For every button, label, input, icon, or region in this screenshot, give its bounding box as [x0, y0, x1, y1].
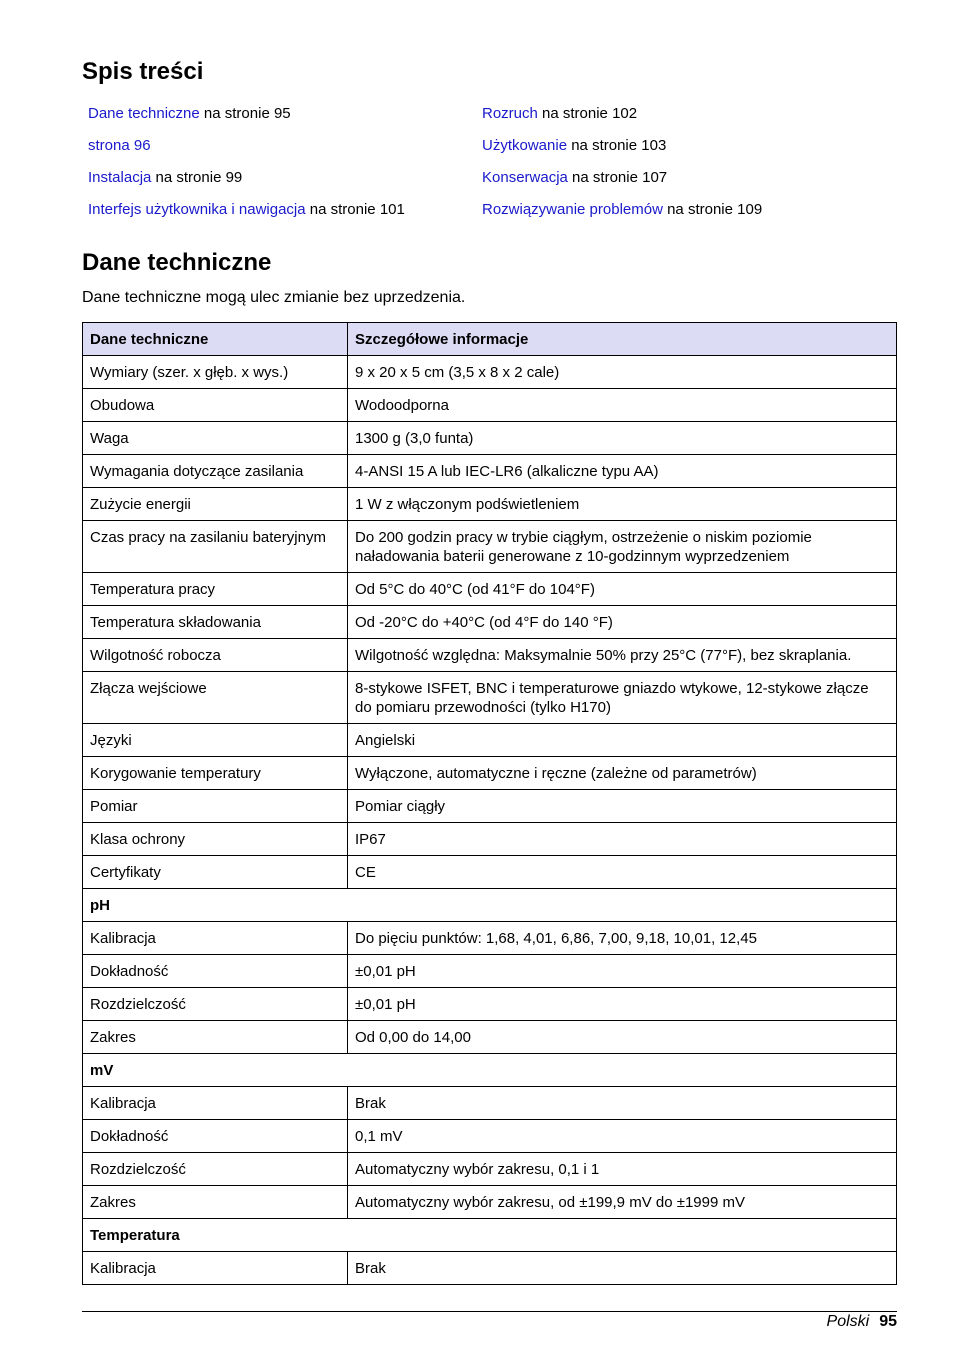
spec-value-cell: Od 5°C do 40°C (od 41°F do 104°F) — [348, 573, 897, 606]
toc-link[interactable]: strona 96 — [88, 137, 151, 154]
table-row — [83, 922, 897, 955]
table-row — [83, 455, 897, 488]
specs-title: Dane techniczne — [82, 249, 272, 276]
spec-name-cell: Zakres — [83, 1021, 348, 1054]
toc-page-ref: na stronie 107 — [567, 169, 668, 186]
footer-rule — [82, 1311, 897, 1312]
column-header: Dane techniczne — [83, 323, 348, 356]
spec-value-cell: Od 0,00 do 14,00 — [348, 1021, 897, 1054]
spec-name-cell: Złącza wejściowe — [83, 672, 348, 724]
toc-entry — [482, 136, 876, 168]
table-row — [83, 573, 897, 606]
table-row — [83, 1021, 897, 1054]
specs-intro: Dane techniczne mogą ulec zmianie bez uprzedzenia. — [82, 289, 466, 306]
spec-value-cell: ±0,01 pH — [348, 955, 897, 988]
spec-value-cell: 1300 g (3,0 funta) — [348, 422, 897, 455]
toc-entry — [88, 136, 482, 168]
spec-value-cell: 9 x 20 x 5 cm (3,5 x 8 x 2 cale) — [348, 356, 897, 389]
specs-table-body — [83, 356, 897, 1285]
spec-value-cell: Brak — [348, 1087, 897, 1120]
spec-name-cell: Certyfikaty — [83, 856, 348, 889]
spec-name-cell: Dokładność — [83, 1120, 348, 1153]
toc-link[interactable]: Instalacja — [88, 169, 152, 186]
toc-page-ref: na stronie 102 — [537, 105, 638, 122]
table-row — [83, 1153, 897, 1186]
spec-value-cell: ±0,01 pH — [348, 988, 897, 1021]
page-footer — [827, 1312, 897, 1332]
spec-name-cell: Pomiar — [83, 790, 348, 823]
table-row — [83, 1252, 897, 1285]
page-number: 95 — [879, 1313, 897, 1330]
column-header: Szczegółowe informacje — [348, 323, 897, 356]
toc-entry — [88, 168, 482, 200]
table-section-row — [83, 1219, 897, 1252]
table-of-contents — [88, 104, 888, 232]
table-row — [83, 724, 897, 757]
spec-name-cell: Korygowanie temperatury — [83, 757, 348, 790]
toc-link[interactable]: Interfejs użytkownika i nawigacja — [88, 201, 306, 218]
spec-value-cell: Automatyczny wybór zakresu, 0,1 i 1 — [348, 1153, 897, 1186]
spec-value-cell: 0,1 mV — [348, 1120, 897, 1153]
table-header-row — [83, 323, 897, 356]
table-row — [83, 757, 897, 790]
toc-entry — [482, 200, 876, 232]
spec-value-cell: Do 200 godzin pracy w trybie ciągłym, ostrzeżenie o niskim poziomie naładowania baterii generowane z 10-godzinnym wyprzedzeniem — [348, 521, 897, 573]
table-row — [83, 639, 897, 672]
toc-link[interactable]: Użytkowanie — [482, 137, 568, 154]
table-row — [83, 1186, 897, 1219]
toc-link[interactable]: Rozwiązywanie problemów — [482, 201, 663, 218]
table-row — [83, 1120, 897, 1153]
spec-value-cell: Od -20°C do +40°C (od 4°F do 140 °F) — [348, 606, 897, 639]
spec-value-cell: Brak — [348, 1252, 897, 1285]
table-row — [83, 672, 897, 724]
spec-name-cell: Zużycie energii — [83, 488, 348, 521]
table-row — [83, 955, 897, 988]
toc-page-ref: na stronie 109 — [662, 201, 763, 218]
spec-name-cell: Kalibracja — [83, 1252, 348, 1285]
spec-value-cell: IP67 — [348, 823, 897, 856]
toc-entry — [482, 104, 876, 136]
spec-value-cell: Wodoodporna — [348, 389, 897, 422]
toc-entry — [88, 104, 482, 136]
table-row — [83, 356, 897, 389]
spec-value-cell: Do pięciu punktów: 1,68, 4,01, 6,86, 7,00, 9,18, 10,01, 12,45 — [348, 922, 897, 955]
spec-name-cell: Obudowa — [83, 389, 348, 422]
table-section-row — [83, 1054, 897, 1087]
specs-table — [82, 322, 897, 1285]
spec-value-cell: CE — [348, 856, 897, 889]
section-heading: mV — [83, 1054, 897, 1087]
spec-name-cell: Dokładność — [83, 955, 348, 988]
toc-entry — [482, 168, 876, 200]
spec-name-cell: Wymiary (szer. x głęb. x wys.) — [83, 356, 348, 389]
spec-name-cell: Zakres — [83, 1186, 348, 1219]
spec-value-cell: Wyłączone, automatyczne i ręczne (zależne od parametrów) — [348, 757, 897, 790]
table-row — [83, 389, 897, 422]
table-section-row — [83, 889, 897, 922]
table-row — [83, 521, 897, 573]
table-row — [83, 422, 897, 455]
spec-name-cell: Rozdzielczość — [83, 1153, 348, 1186]
spec-value-cell: 1 W z włączonym podświetleniem — [348, 488, 897, 521]
spec-value-cell: 8-stykowe ISFET, BNC i temperaturowe gniazdo wtykowe, 12-stykowe złącze do pomiaru przewodności (tylko H170) — [348, 672, 897, 724]
table-row — [83, 823, 897, 856]
spec-value-cell: Wilgotność względna: Maksymalnie 50% przy 25°C (77°F), bez skraplania. — [348, 639, 897, 672]
table-row — [83, 606, 897, 639]
section-heading: pH — [83, 889, 897, 922]
spec-name-cell: Wymagania dotyczące zasilania — [83, 455, 348, 488]
toc-link[interactable]: Konserwacja — [482, 169, 568, 186]
toc-link[interactable]: Dane techniczne — [88, 105, 200, 122]
toc-entry — [88, 200, 482, 232]
toc-title: Spis treści — [82, 58, 204, 85]
spec-name-cell: Klasa ochrony — [83, 823, 348, 856]
spec-name-cell: Wilgotność robocza — [83, 639, 348, 672]
spec-value-cell: Pomiar ciągły — [348, 790, 897, 823]
toc-page-ref: na stronie 101 — [305, 201, 405, 218]
table-row — [83, 488, 897, 521]
spec-name-cell: Temperatura pracy — [83, 573, 348, 606]
spec-value-cell: Automatyczny wybór zakresu, od ±199,9 mV do ±1999 mV — [348, 1186, 897, 1219]
table-row — [83, 1087, 897, 1120]
toc-link[interactable]: Rozruch — [482, 105, 538, 122]
footer-language: Polski — [826, 1313, 870, 1330]
spec-name-cell: Temperatura składowania — [83, 606, 348, 639]
table-row — [83, 856, 897, 889]
spec-value-cell: 4-ANSI 15 A lub IEC-LR6 (alkaliczne typu AA) — [348, 455, 897, 488]
spec-name-cell: Czas pracy na zasilaniu bateryjnym — [83, 521, 348, 573]
toc-page-ref: na stronie 95 — [199, 105, 291, 122]
spec-value-cell: Angielski — [348, 724, 897, 757]
toc-page-ref: na stronie 103 — [567, 137, 667, 154]
spec-name-cell: Rozdzielczość — [83, 988, 348, 1021]
table-row — [83, 988, 897, 1021]
spec-name-cell: Kalibracja — [83, 922, 348, 955]
spec-name-cell: Waga — [83, 422, 348, 455]
spec-name-cell: Języki — [83, 724, 348, 757]
table-row — [83, 790, 897, 823]
toc-page-ref: na stronie 99 — [151, 169, 243, 186]
spec-name-cell: Kalibracja — [83, 1087, 348, 1120]
section-heading: Temperatura — [83, 1219, 897, 1252]
